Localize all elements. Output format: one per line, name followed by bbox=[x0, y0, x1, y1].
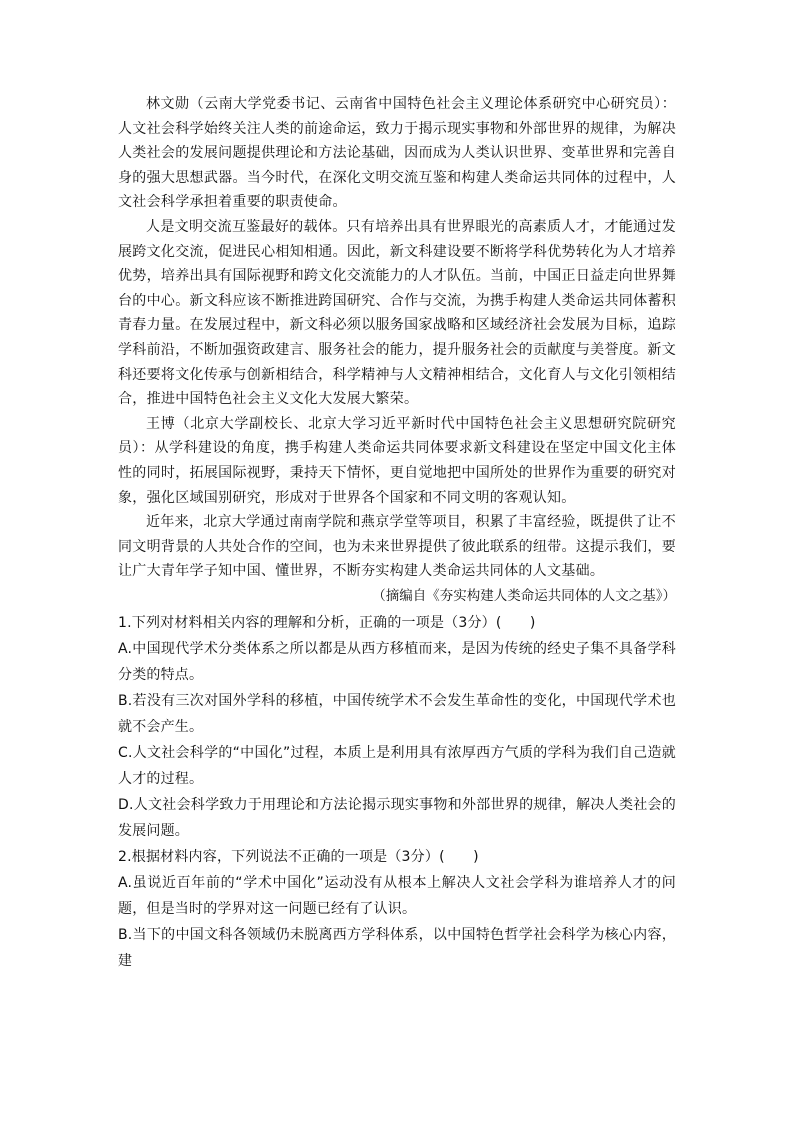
question-1-option-a: A.中国现代学术分类体系之所以都是从西方移植而来，是因为传统的经史子集不具备学科分类的特点。 bbox=[118, 640, 676, 683]
question-1-option-d: D.人文社会科学致力于用理论和方法论揭示现实事物和外部世界的规律，解决人类社会的发展问题。 bbox=[118, 796, 676, 839]
passage-paragraph-4: 近年来，北京大学通过南南学院和燕京学堂等项目，积累了丰富经验，既提供了让不同文明背景的人共处合作的空间，也为未来世界提供了彼此联系的纽带。这提示我们，要让广大青年学子知中国、懂世界，不断夯实构建人类命运共同体的人文基础。 bbox=[118, 514, 676, 580]
question-2-option-a: A.虽说近百年前的“学术中国化”运动没有从根本上解决人文社会学科为谁培养人才的问题，但是当时的学界对这一问题已经有了认识。 bbox=[118, 874, 676, 917]
passage-source: （摘编自《夯实构建人类命运共同体的人文之基》） bbox=[372, 587, 676, 604]
document-page bbox=[118, 92, 676, 974]
question-1-stem: 1.下列对材料相关内容的理解和分析，正确的一项是（3分）( ) bbox=[118, 614, 536, 631]
passage-paragraph-1: 林文勋（云南大学党委书记、云南省中国特色社会主义理论体系研究中心研究员）：人文社会科学始终关注人类的前途命运，致力于揭示现实事物和外部世界的规律，为解决人类社会的发展问题提供理论和方法论基础，因而成为人类认识世界、变革世界和完善自身的强大思想武器。当今时代，在深化文明交流互鉴和构建人类命运共同体的过程中，人文社会科学承担着重要的职责使命。 bbox=[118, 96, 676, 211]
question-2-option-b: B.当下的中国文科各领域仍未脱离西方学科体系，以中国特色哲学社会科学为核心内容，建 bbox=[118, 926, 676, 969]
question-1 bbox=[118, 610, 676, 844]
passage-paragraph-3: 王博（北京大学副校长、北京大学习近平新时代中国特色社会主义思想研究院研究员）：从学科建设的角度，携手构建人类命运共同体要求新文科建设在坚定中国文化主体性的同时，拓展国际视野，秉持天下情怀，更自觉地把中国所处的世界作为重要的研究对象，强化区域国别研究，形成对于世界各个国家和不同文明的客观认知。 bbox=[118, 415, 676, 506]
question-1-option-c: C.人文社会科学的“中国化”过程，本质上是利用具有浓厚西方气质的学科为我们自己造就人才的过程。 bbox=[118, 744, 676, 787]
question-1-option-b: B.若没有三次对国外学科的移植，中国传统学术不会发生革命性的变化，中国现代学术也就不会产生。 bbox=[118, 692, 676, 735]
question-2 bbox=[118, 844, 676, 974]
question-2-stem: 2.根据材料内容，下列说法不正确的一项是（3分）( ) bbox=[118, 848, 479, 865]
passage-paragraph-2: 人是文明交流互鉴最好的载体。只有培养出具有世界眼光的高素质人才，才能通过发展跨文化交流，促进民心相知相通。因此，新文科建设要不断将学科优势转化为人才培养优势，培养出具有国际视野和跨文化交流能力的人才队伍。当前，中国正日益走向世界舞台的中心。新文科应该不断推进跨国研究、合作与交流，为携手构建人类命运共同体蓄积青春力量。在发展过程中，新文科必须以服务国家战略和区域经济社会发展为目标，追踪学科前沿，不断加强资政建言、服务社会的能力，提升服务社会的贡献度与美誉度。新文科还要将文化传承与创新相结合，科学精神与人文精神相结合，文化育人与文化引领相结合，推进中国特色社会主义文化大发展大繁荣。 bbox=[118, 218, 676, 408]
